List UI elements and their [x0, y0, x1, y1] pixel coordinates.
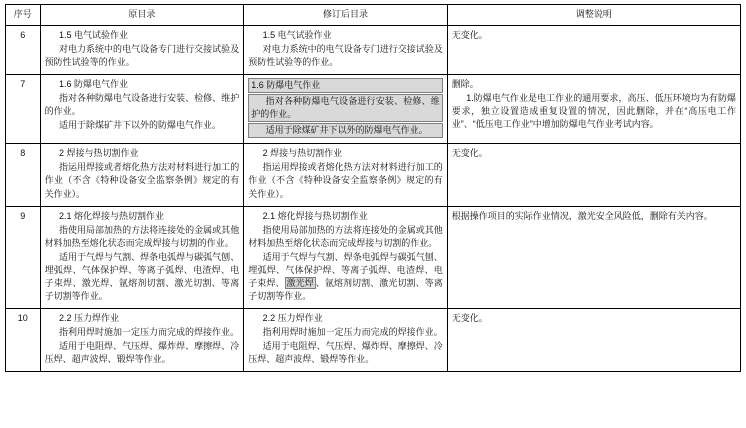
- original-catalog-cell: [40, 308, 244, 371]
- row-number: 7: [6, 75, 41, 144]
- paragraph: 无变化。: [451, 312, 488, 323]
- paragraph: 指运用焊接或者熔化热方法对材料进行加工的作业（不含《特种设备安全监察条例》规定的有关作业）。: [248, 162, 443, 199]
- table-header-row: [6, 5, 741, 26]
- paragraph: 删除。: [451, 79, 479, 90]
- paragraph: 1.5 电气试验作业: [262, 30, 332, 41]
- original-catalog-cell: [40, 26, 244, 75]
- adjustment-note-cell: [447, 144, 740, 206]
- table-body: [6, 26, 741, 372]
- paragraph: 指运用焊接或者熔化热方法对材料进行加工的作业（不含《特种设备安全监察条例》规定的有关作业）。: [44, 162, 240, 199]
- row-number: 6: [6, 26, 41, 75]
- table-row: [6, 308, 741, 371]
- column-header-note: 调整说明: [447, 5, 740, 26]
- paragraph-with-highlight: [248, 251, 443, 303]
- paragraph: 指利用焊时施加一定压力而完成的焊接作业。: [262, 326, 443, 337]
- table-row: [6, 206, 741, 308]
- paragraph: 2.1 熔化焊接与热切割作业: [59, 210, 165, 221]
- original-catalog-cell: [40, 206, 244, 308]
- paragraph: 2.2 压力焊作业: [59, 312, 120, 323]
- adjustment-note-cell: [447, 308, 740, 371]
- paragraph: 指利用焊时施加一定压力而完成的焊接作业。: [59, 326, 240, 337]
- deleted-text-highlight: 1.6 防爆电气作业: [248, 78, 443, 93]
- row-number: 10: [6, 308, 41, 371]
- column-header-revised: 修订后目录: [244, 5, 448, 26]
- table-row: [6, 26, 741, 75]
- paragraph: 适用于除煤矿井下以外的防爆电气作业。: [59, 120, 222, 131]
- revised-catalog-cell: [244, 308, 448, 371]
- paragraph: 适用于气焊与气割、焊条电弧焊与碳弧气刨、埋弧焊、气体保护焊、等离子弧焊、电渣焊、电子束焊、激光焊、氩熔剂切割、激光切割、等离子切割等作业。: [44, 251, 240, 301]
- column-header-original: 原目录: [40, 5, 244, 26]
- paragraph: 无变化。: [451, 30, 488, 41]
- revision-comparison-table: [5, 4, 741, 372]
- deleted-term-highlight: 激光焊: [286, 277, 314, 288]
- revised-catalog-cell: [244, 206, 448, 308]
- revised-catalog-cell: [244, 144, 448, 206]
- paragraph: 适用于电阻焊、气压焊、爆炸焊、摩擦焊、冷压焊、超声波焊、锻焊等作业。: [248, 340, 443, 365]
- paragraph: 指使用局部加热的方法将连接处的金属或其他材料加热至熔化状态而完成焊接与切割的作业。: [44, 224, 240, 248]
- paragraph: 1.6 防爆电气作业: [59, 79, 129, 90]
- paragraph: 2.1 熔化焊接与热切割作业: [262, 210, 368, 221]
- adjustment-note-cell: [447, 206, 740, 308]
- deleted-text-highlight: 适用于除煤矿井下以外的防爆电气作业。: [248, 123, 443, 138]
- column-header-no: 序号: [6, 5, 41, 26]
- deleted-text-highlight: 指对各种防爆电气设备进行安装、检修、维护的作业。: [248, 94, 443, 122]
- adjustment-note-cell: [447, 26, 740, 75]
- paragraph: 指使用局部加热的方法将连接处的金属或其他材料加热至熔化状态而完成焊接与切割的作业。: [248, 224, 443, 248]
- text-before-highlight: 适用于气焊与气割、焊条电弧焊与碳弧气刨、埋弧焊、气体保护焊、等离子弧焊、电渣焊、电子束焊、: [248, 251, 443, 288]
- table-row: [6, 144, 741, 206]
- row-number: 9: [6, 206, 41, 308]
- paragraph: 2 焊接与热切割作业: [262, 148, 343, 159]
- paragraph: 1.5 电气试验作业: [59, 30, 129, 41]
- paragraph: 根据操作项目的实际作业情况，激光安全风险低，删除有关内容。: [451, 210, 713, 221]
- original-catalog-cell: [40, 144, 244, 206]
- paragraph: 1.防爆电气作业是电工作业的通用要求，高压、低压环境均为有防爆要求，独立设置造成重复设置的情况，因此删除，并在“高压电工作业”、“低压电工作业”中增加防爆电气作业考试内容。: [451, 93, 736, 130]
- paragraph: 指对各种防爆电气设备进行安装、检修、维护的作业。: [44, 93, 240, 117]
- paragraph: 对电力系统中的电气设备专门进行交接试验及预防性试验等的作业。: [44, 44, 240, 68]
- adjustment-note-cell: [447, 75, 740, 144]
- paragraph: 对电力系统中的电气设备专门进行交接试验及预防性试验等的作业。: [248, 44, 443, 68]
- row-number: 8: [6, 144, 41, 206]
- table-row: [6, 75, 741, 144]
- revised-catalog-cell: [244, 26, 448, 75]
- paragraph: 适用于电阻焊、气压焊、爆炸焊、摩擦焊、冷压焊、超声波焊、锻焊等作业。: [44, 340, 240, 365]
- revised-catalog-cell: [244, 75, 448, 144]
- paragraph: 2 焊接与热切割作业: [59, 148, 139, 159]
- text-after-highlight: 、氩熔剂切割、激光切割、等离子切割等作业。: [248, 277, 443, 301]
- table-header: [6, 5, 741, 26]
- paragraph: 无变化。: [451, 148, 488, 159]
- original-catalog-cell: [40, 75, 244, 144]
- paragraph: 2.2 压力焊作业: [262, 312, 323, 323]
